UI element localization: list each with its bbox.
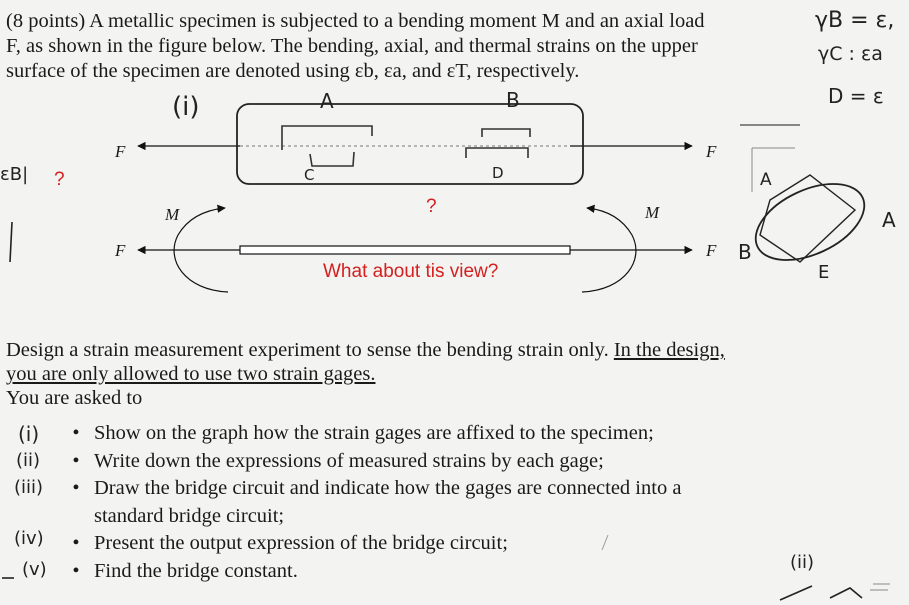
task-item-4: [58, 530, 681, 558]
task-list: [58, 420, 681, 585]
hand-sketch-bottom: [780, 586, 862, 600]
task-text: Draw the bridge circuit and indicate how the gages are connected into a: [94, 477, 682, 499]
hand-far-right: A: [882, 208, 896, 232]
gage-sketch-C: [310, 152, 354, 166]
gage-sketch-B: [482, 129, 530, 137]
hand-bottom-right: (ii): [790, 552, 815, 573]
task-bullet: •: [72, 559, 80, 582]
task-mark-2: (ii): [16, 450, 41, 471]
force-label-right-bottom: F: [706, 241, 717, 260]
design-asked: You are asked to: [6, 387, 143, 409]
task-bullet: •: [72, 449, 80, 472]
hand-label-i: (i): [172, 92, 200, 122]
question-mark-left: ?: [54, 169, 65, 190]
task-bullet: •: [72, 422, 80, 444]
hand-label-C: C: [304, 166, 315, 184]
hand-sketch-bracket: [752, 148, 795, 192]
task-text: Write down the expressions of measured strains by each gage;: [94, 449, 604, 472]
design-sentence-plain: Design a strain measurement experiment to sense the bending strain only.: [6, 339, 609, 361]
hand-label-A: A: [320, 89, 334, 113]
task-mark-1: (i): [18, 422, 40, 446]
task-text-continued: standard bridge circuit;: [94, 504, 285, 527]
hand-margin-left: εB|: [0, 164, 29, 185]
task-text: Find the bridge constant.: [94, 559, 298, 582]
specimen-bar: [240, 246, 570, 254]
problem-line-1: (8 points) A metallic specimen is subjected to a bending moment M and an axial load: [6, 10, 705, 32]
problem-line-2: F, as shown in the figure below. The bending, axial, and thermal strains on the upper: [6, 35, 698, 57]
task-text: Present the output expression of the bridge circuit;: [94, 532, 508, 554]
design-sentence-underline-2: you are only allowed to use two strain gages.: [6, 363, 376, 385]
design-statement: [6, 338, 725, 410]
problem-line-3: surface of the specimen are denoted using εb, εa, and εT, respectively.: [6, 60, 580, 82]
hand-margin-right-1: γB = ε,: [815, 8, 895, 33]
handwritten-box: [237, 104, 583, 184]
hand-margin-right-2: γC : εa: [818, 43, 883, 65]
task-item-3: [58, 475, 681, 530]
force-label-left-bottom: F: [115, 241, 126, 260]
task-bullet: •: [72, 477, 80, 499]
force-label-left-top: F: [115, 142, 126, 161]
task-text: Show on the graph how the strain gages are affixed to the specimen;: [94, 422, 654, 444]
design-sentence-underline-1: In the design,: [613, 339, 725, 361]
task-item-5: [58, 558, 681, 586]
gage-sketch-D: [466, 148, 528, 158]
hand-dash-bottom: [870, 584, 890, 590]
hand-sketch-E: E: [818, 262, 830, 283]
task-bullet: •: [72, 532, 80, 554]
force-label-right-top: F: [706, 142, 717, 161]
question-mark-mid: ?: [426, 196, 437, 217]
hand-label-D: D: [492, 164, 504, 182]
red-note: What about tis view?: [323, 261, 499, 282]
moment-label-left: M: [165, 205, 180, 224]
design-line-1: [6, 338, 725, 362]
margin-left-stroke: [10, 222, 12, 262]
task-item-2: [58, 448, 681, 476]
task-mark-4: (iv): [14, 528, 44, 549]
hand-margin-right-3: D = ε: [828, 84, 884, 108]
hand-sketch-A: A: [760, 170, 772, 190]
moment-label-right: M: [645, 203, 660, 222]
task-mark-3: (iii): [14, 477, 44, 498]
hand-label-B: B: [506, 88, 520, 112]
hand-sketch-B: B: [738, 240, 752, 264]
task-item-1: [58, 420, 681, 448]
task-mark-5: (v): [22, 559, 47, 580]
